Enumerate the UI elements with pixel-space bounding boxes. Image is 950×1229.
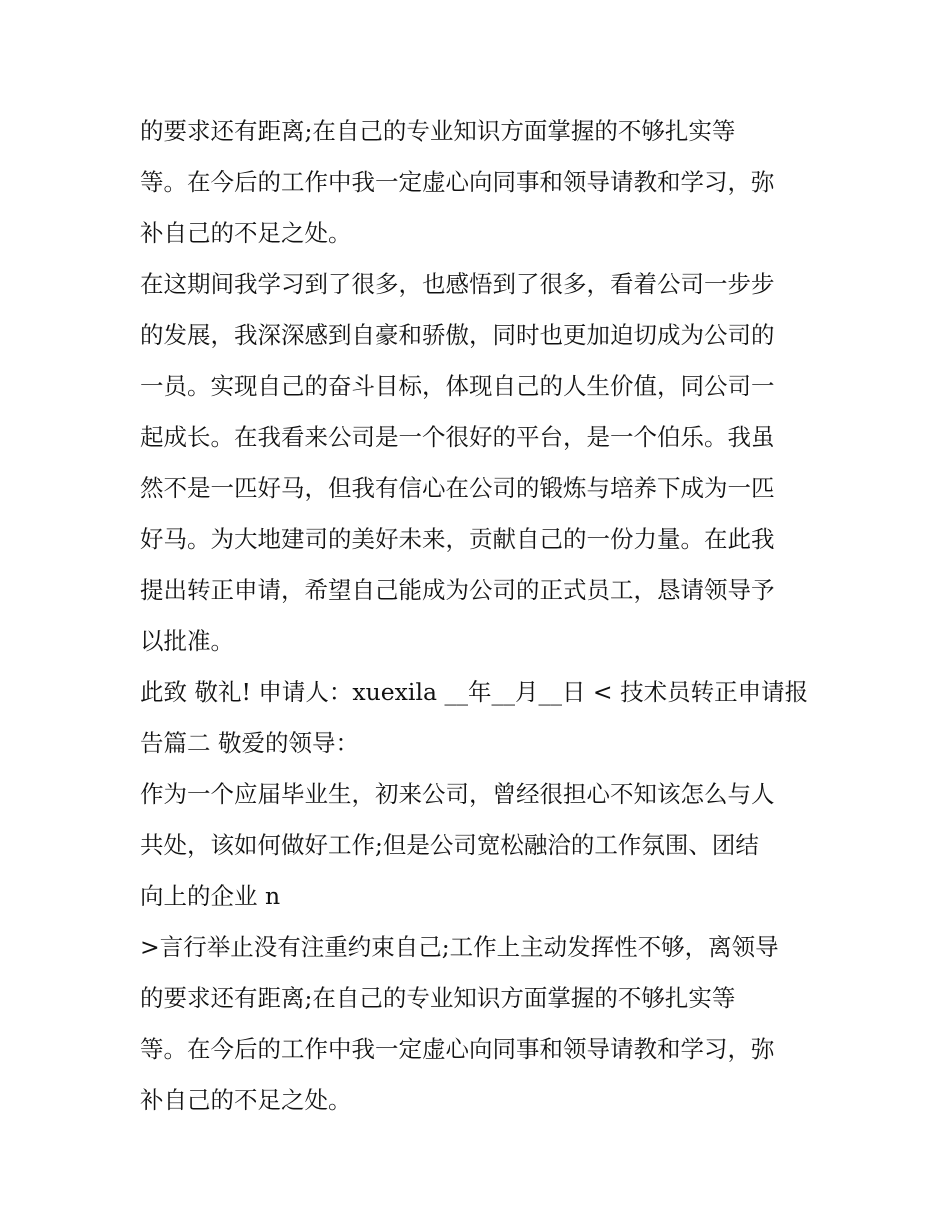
text-line: 好马。为大地建司的美好未来，贡献自己的一份力量。在此我 bbox=[140, 525, 775, 553]
text-line: 的要求还有距离;在自己的专业知识方面掌握的不够扎实等 bbox=[140, 984, 736, 1012]
text-line: 等。在今后的工作中我一定虚心向同事和领导请教和学习，弥 bbox=[140, 168, 775, 196]
text-line: 以批准。 bbox=[140, 627, 234, 655]
text-line: 的发展，我深深感到自豪和骄傲，同时也更加迫切成为公司的 bbox=[140, 321, 775, 349]
document-body bbox=[140, 106, 820, 1126]
text-line: 补自己的不足之处。 bbox=[140, 1086, 352, 1114]
text-line: 此致 敬礼! 申请人：xuexila __年__月__日 < 技术员转正申请报 bbox=[140, 678, 809, 706]
text-line: 一员。实现自己的奋斗目标，体现自己的人生价值，同公司一 bbox=[140, 372, 775, 400]
text-line: 等。在今后的工作中我一定虚心向同事和领导请教和学习，弥 bbox=[140, 1035, 775, 1063]
text-line: 在这期间我学习到了很多，也感悟到了很多，看着公司一步步 bbox=[140, 270, 775, 298]
text-line: 向上的企业 n bbox=[140, 882, 281, 910]
text-line: 补自己的不足之处。 bbox=[140, 219, 352, 247]
text-line: 起成长。在我看来公司是一个很好的平台，是一个伯乐。我虽 bbox=[140, 423, 775, 451]
text-line: 共处，该如何做好工作;但是公司宽松融洽的工作氛围、团结 bbox=[140, 831, 759, 859]
text-line: 告篇二 敬爱的领导： bbox=[140, 729, 359, 757]
text-line: 提出转正申请，希望自己能成为公司的正式员工，恳请领导予 bbox=[140, 576, 775, 604]
text-line: >言行举止没有注重约束自己;工作上主动发挥性不够，离领导 bbox=[140, 933, 779, 961]
text-line: 作为一个应届毕业生，初来公司，曾经很担心不知该怎么与人 bbox=[140, 780, 775, 808]
text-line: 然不是一匹好马，但我有信心在公司的锻炼与培养下成为一匹 bbox=[140, 474, 775, 502]
text-line: 的要求还有距离;在自己的专业知识方面掌握的不够扎实等 bbox=[140, 117, 736, 145]
